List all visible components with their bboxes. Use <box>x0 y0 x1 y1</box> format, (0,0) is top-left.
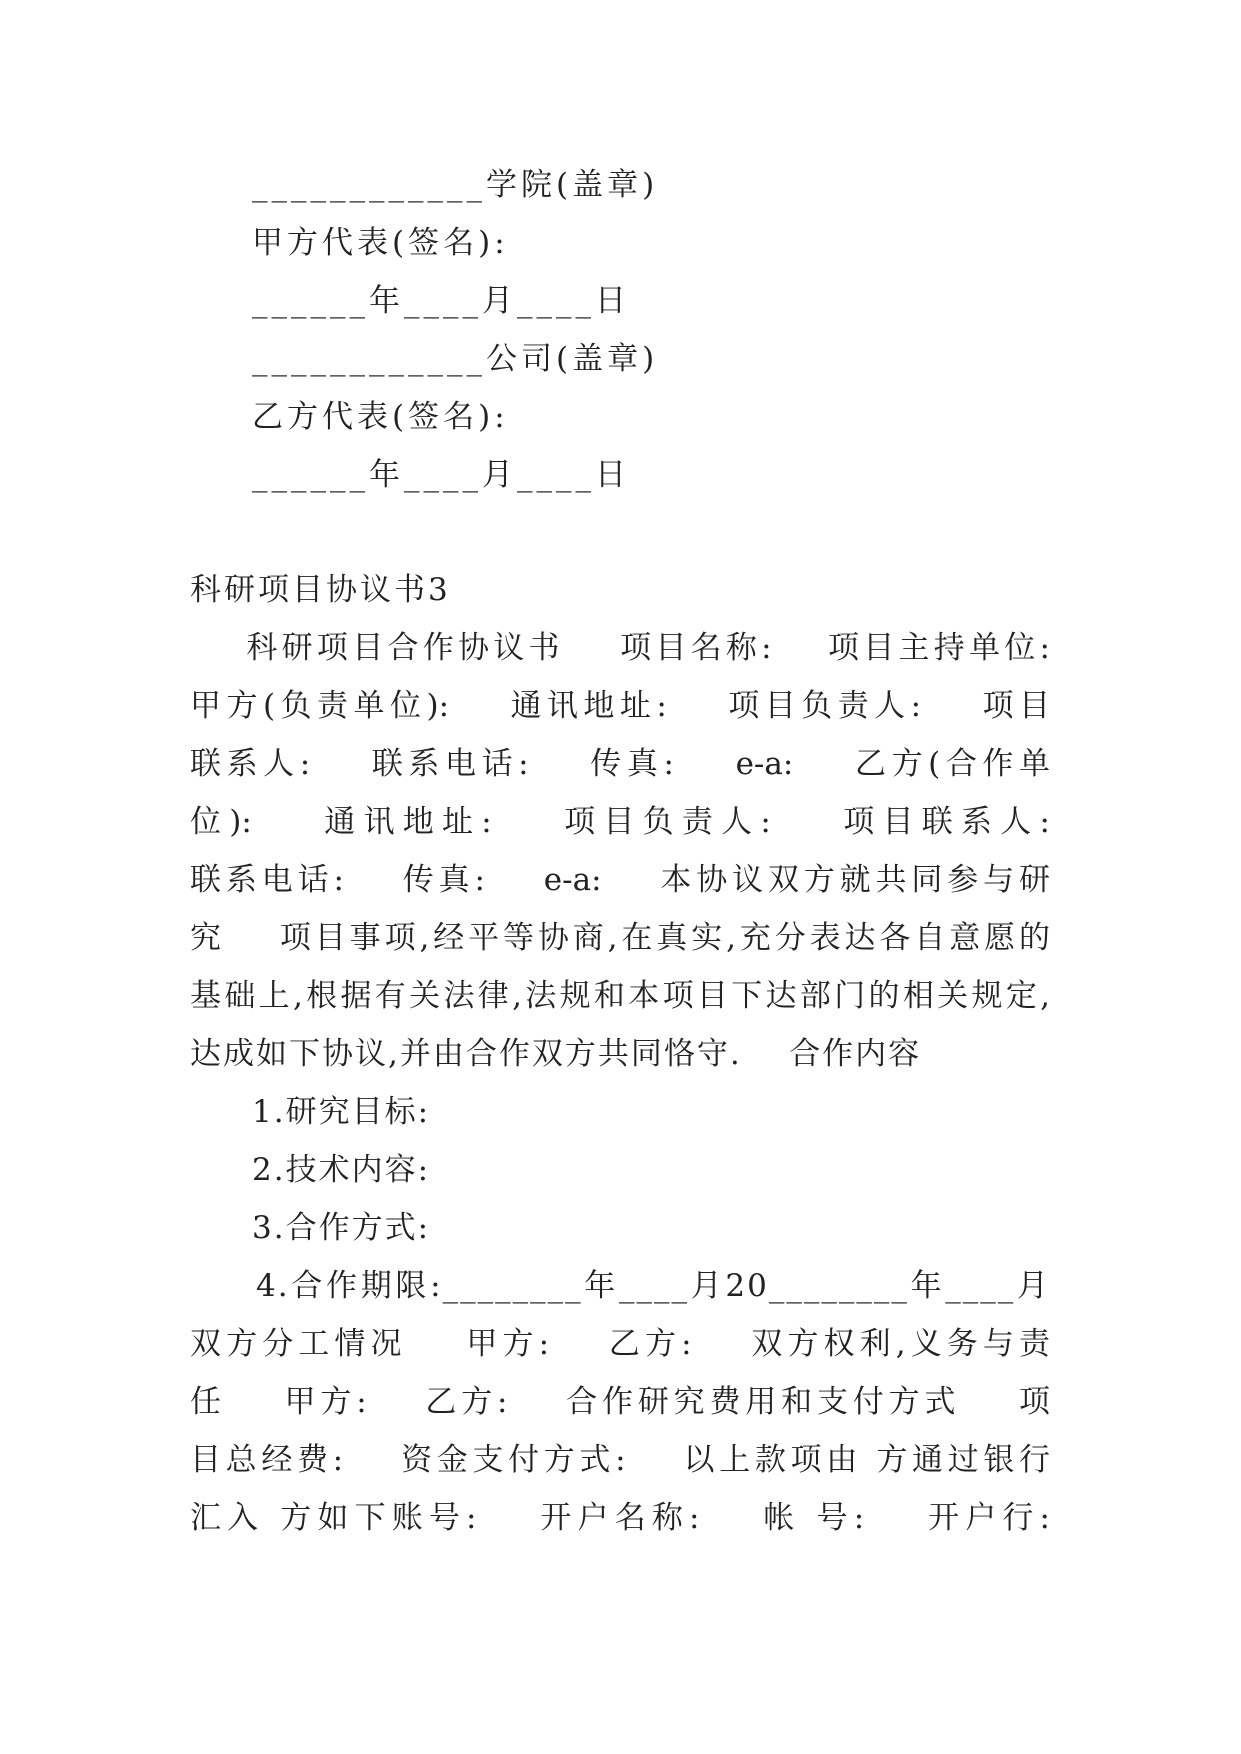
paragraph-line: 甲方(负责单位): 通讯地址: 项目负责人: 项目 <box>190 688 1050 724</box>
party-b-date-line: ______年____月____日 <box>252 457 630 493</box>
list-item: 1.研究目标: <box>252 1094 431 1130</box>
paragraph-line: 目总经费: 资金支付方式: 以上款项由 方通过银行 <box>190 1442 1050 1478</box>
paragraph-line: 究 项目事项,经平等协商,在真实,充分表达各自意愿的 <box>190 920 1050 956</box>
paragraph-line: 联系人: 联系电话: 传真: e-a: 乙方(合作单 <box>190 746 1050 782</box>
paragraph-line: 基础上,根据有关法律,法规和本项目下达部门的相关规定, <box>190 978 1050 1014</box>
party-b-representative-line: 乙方代表(签名): <box>252 399 509 435</box>
list-item: 4.合作期限:________年____月20________年____月 <box>256 1268 1050 1304</box>
party-a-representative-line: 甲方代表(签名): <box>252 225 509 261</box>
paragraph-line: 汇入 方如下账号: 开户名称: 帐 号: 开户行: <box>190 1500 1050 1536</box>
paragraph-line: 位): 通讯地址: 项目负责人: 项目联系人: <box>190 804 1050 840</box>
party-a-seal-line: ____________学院(盖章) <box>252 167 659 203</box>
paragraph-line: 双方分工情况 甲方: 乙方: 双方权利,义务与责 <box>190 1326 1050 1362</box>
paragraph-line: 任 甲方: 乙方: 合作研究费用和支付方式 项 <box>190 1384 1050 1420</box>
section-title: 科研项目协议书3 <box>190 572 451 608</box>
party-b-seal-line: ____________公司(盖章) <box>252 341 659 377</box>
list-item: 2.技术内容: <box>252 1152 431 1188</box>
paragraph-line: 达成如下协议,并由合作双方共同恪守. 合作内容 <box>190 1036 922 1072</box>
paragraph-line: 联系电话: 传真: e-a: 本协议双方就共同参与研 <box>190 862 1050 898</box>
list-item: 3.合作方式: <box>252 1210 431 1246</box>
party-a-date-line: ______年____月____日 <box>252 283 630 319</box>
paragraph-line: 科研项目合作协议书 项目名称: 项目主持单位: <box>190 630 1050 666</box>
